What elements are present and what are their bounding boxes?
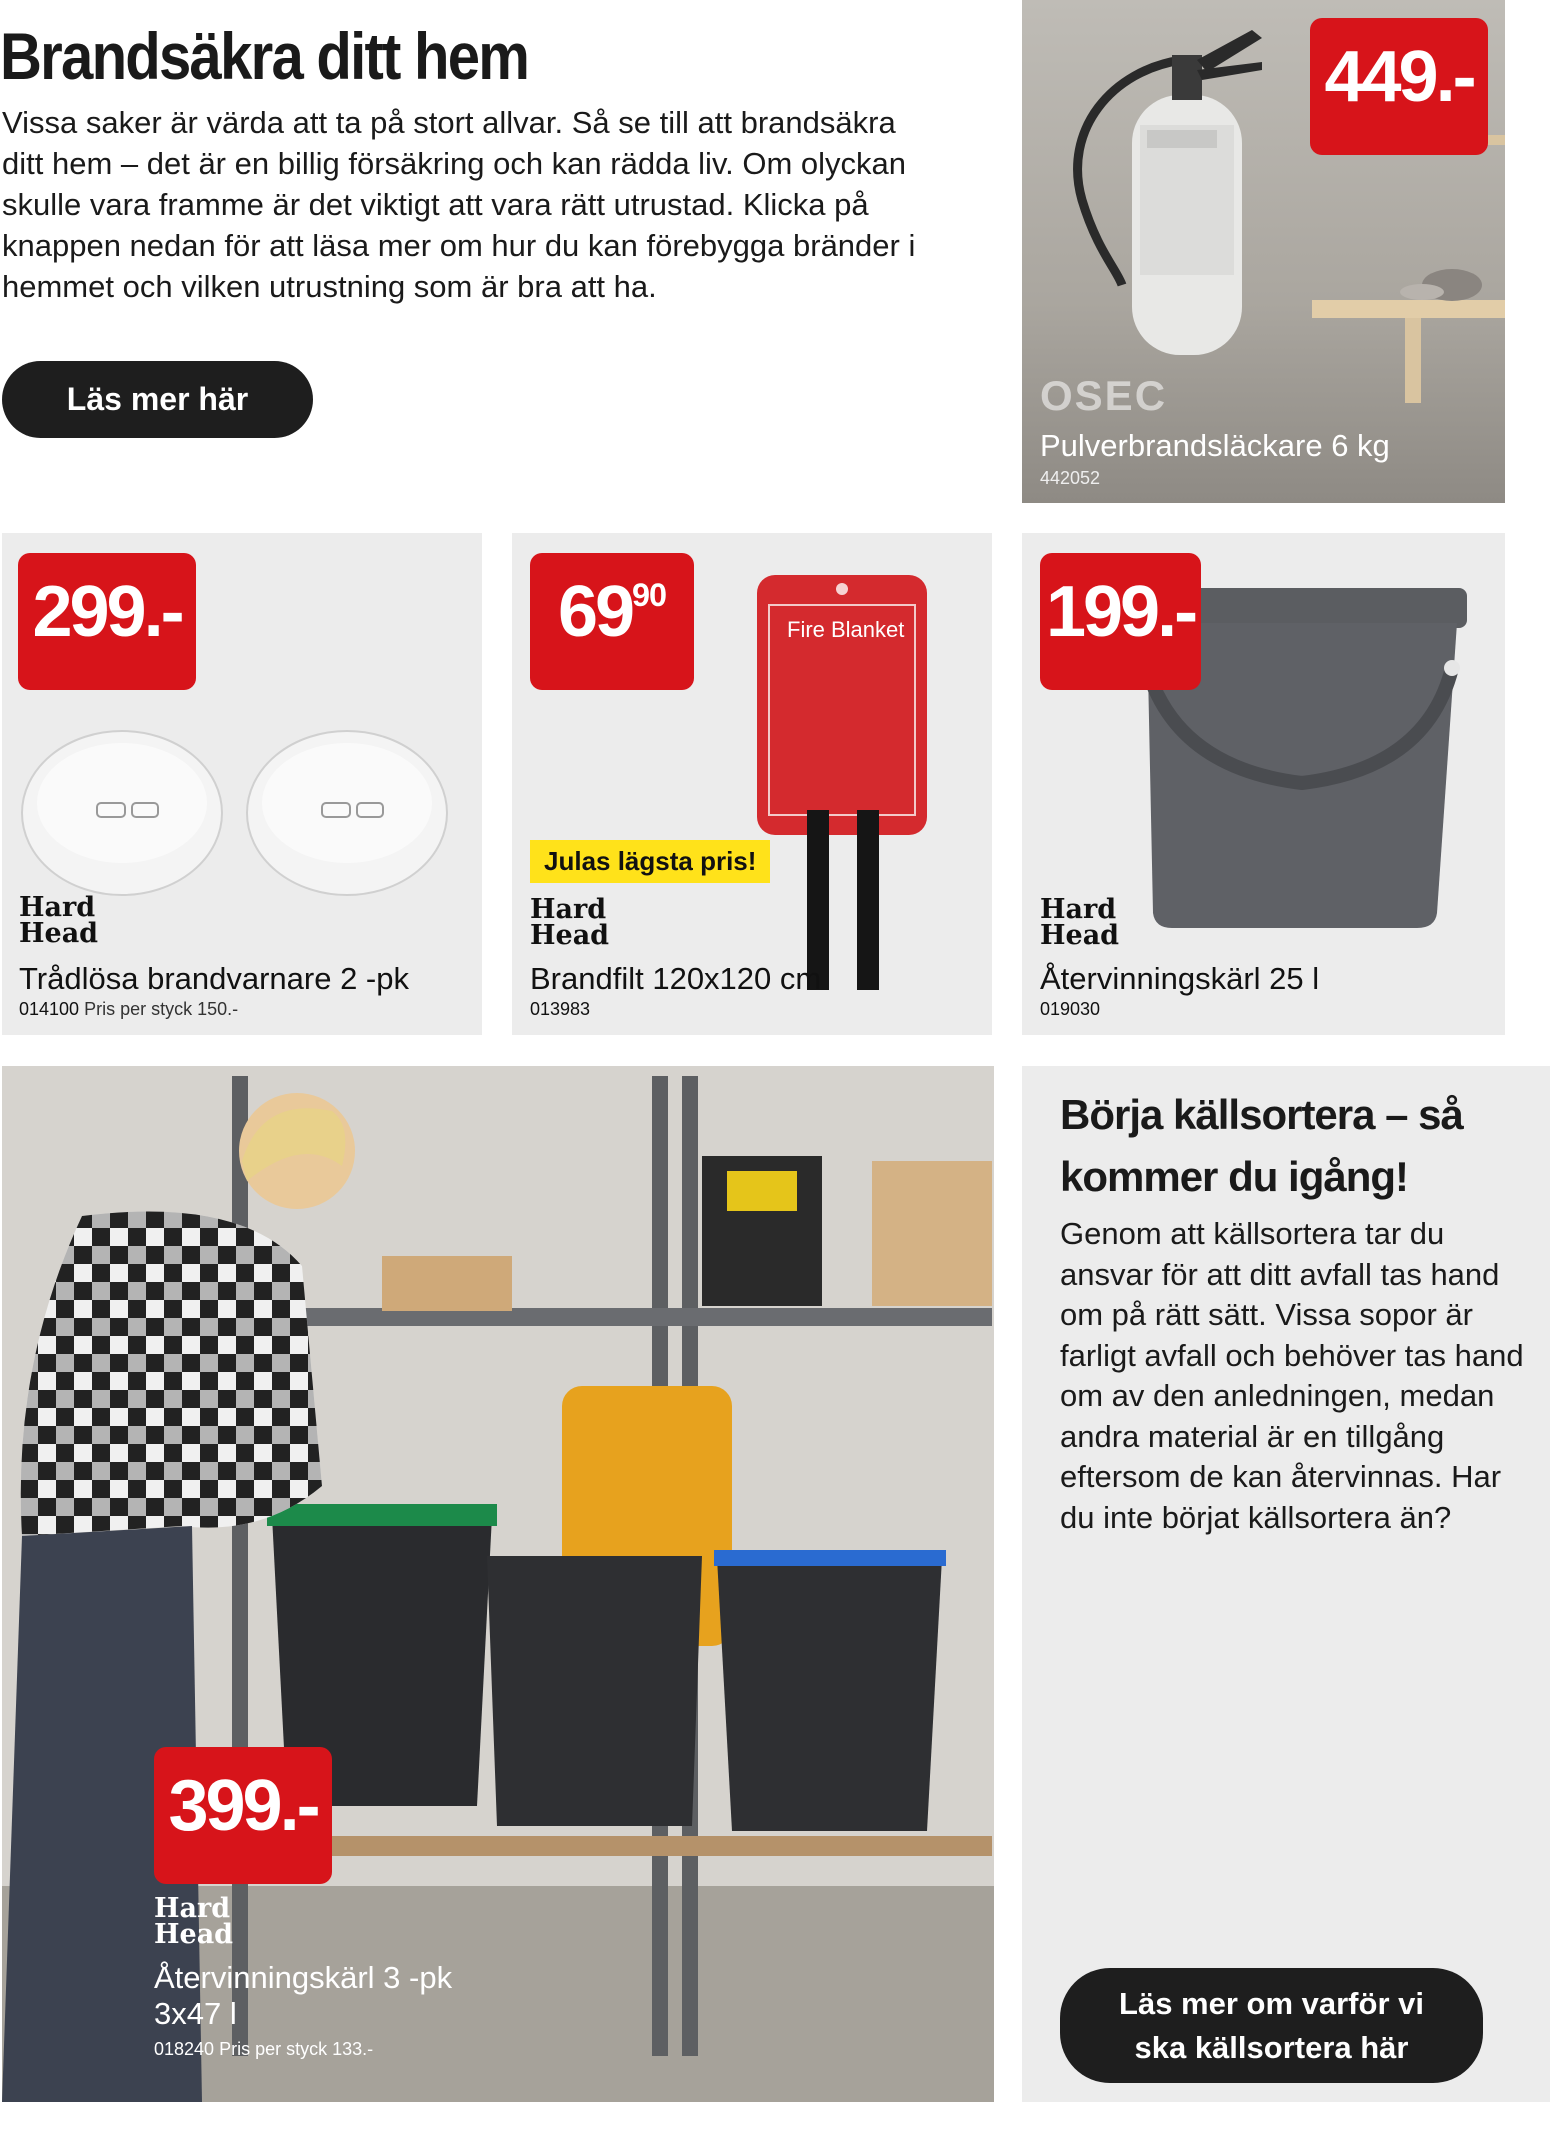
recycling-bin-25-product-card[interactable] [1022, 533, 1505, 1035]
fire-blanket-product-card[interactable] [512, 533, 992, 1035]
hard-head-logo: Hard Head [19, 892, 99, 949]
product-name: Trådlösa brandvarnare 2 -pk [19, 961, 409, 996]
product-id: 442052 [1040, 468, 1101, 488]
recycling-title: Börja källsortera – så kommer du igång! [1060, 1091, 1463, 1200]
read-more-button[interactable]: Läs mer här [2, 361, 313, 438]
price-badge: 199.- [1040, 553, 1201, 690]
smoke-alarm-image [17, 703, 467, 903]
hard-head-logo: Hard Head [154, 1893, 234, 1950]
recycling-info-panel [1022, 1066, 1550, 2102]
garage-shelf-image [2, 1066, 994, 2102]
product-name: Brandfilt 120x120 cm [530, 961, 822, 996]
lowest-price-tag: Julas lägsta pris! [530, 840, 770, 883]
price-badge: 399.- [154, 1747, 332, 1884]
price-badge: 449.- [1310, 18, 1488, 155]
page-title: Brandsäkra ditt hem [0, 19, 529, 93]
product-name: Återvinningskärl 3 -pk 3x47 l [154, 1960, 453, 2031]
extinguisher-product-card[interactable] [1022, 0, 1505, 503]
recycling-text: Genom att källsortera tar du ansvar för att ditt avfall tas hand om på rätt sätt. Vissa sopor är farligt avfall och behöver tas hand om av den anledningen, medan andra material är en tillgång eftersom de kan återvinnas. Har du inte börjat källsortera än? [1060, 1216, 1524, 1535]
product-name: Pulverbrandsläckare 6 kg [1040, 428, 1390, 463]
product-name: Återvinningskärl 25 l [1040, 961, 1320, 996]
product-id-line: 014100 Pris per styck 150.- [19, 999, 239, 1019]
recycling-read-more-button[interactable]: Läs mer om varför vi ska källsortera här [1060, 1968, 1483, 2083]
intro-text: Vissa saker är värda att ta på stort allvar. Så se till att brandsäkra ditt hem – det är en billig försäkring och kan rädda liv. Om olyckan skulle vara framme är det viktigt att vara rätt utrustad. Klicka på knappen nedan för att läsa mer om hur du kan förebygga bränder i hemmet och vilken utrustning som är bra att ha. [2, 105, 916, 304]
product-id: 019030 [1040, 999, 1101, 1019]
fire-blanket-label: Fire Blanket [787, 617, 905, 642]
price-badge: 299.- [18, 553, 196, 690]
product-id: 013983 [530, 999, 591, 1019]
hard-head-logo: Hard Head [530, 894, 610, 951]
osec-logo: OSEC [1040, 372, 1168, 419]
product-id-line: 018240 Pris per styck 133.- [154, 2039, 374, 2059]
smoke-alarm-product-card[interactable] [2, 533, 482, 1035]
hard-head-logo: Hard Head [1040, 894, 1120, 951]
recycling-bin-3pk-product-card[interactable] [2, 1066, 994, 2102]
price-badge: 69 90 [530, 553, 694, 690]
